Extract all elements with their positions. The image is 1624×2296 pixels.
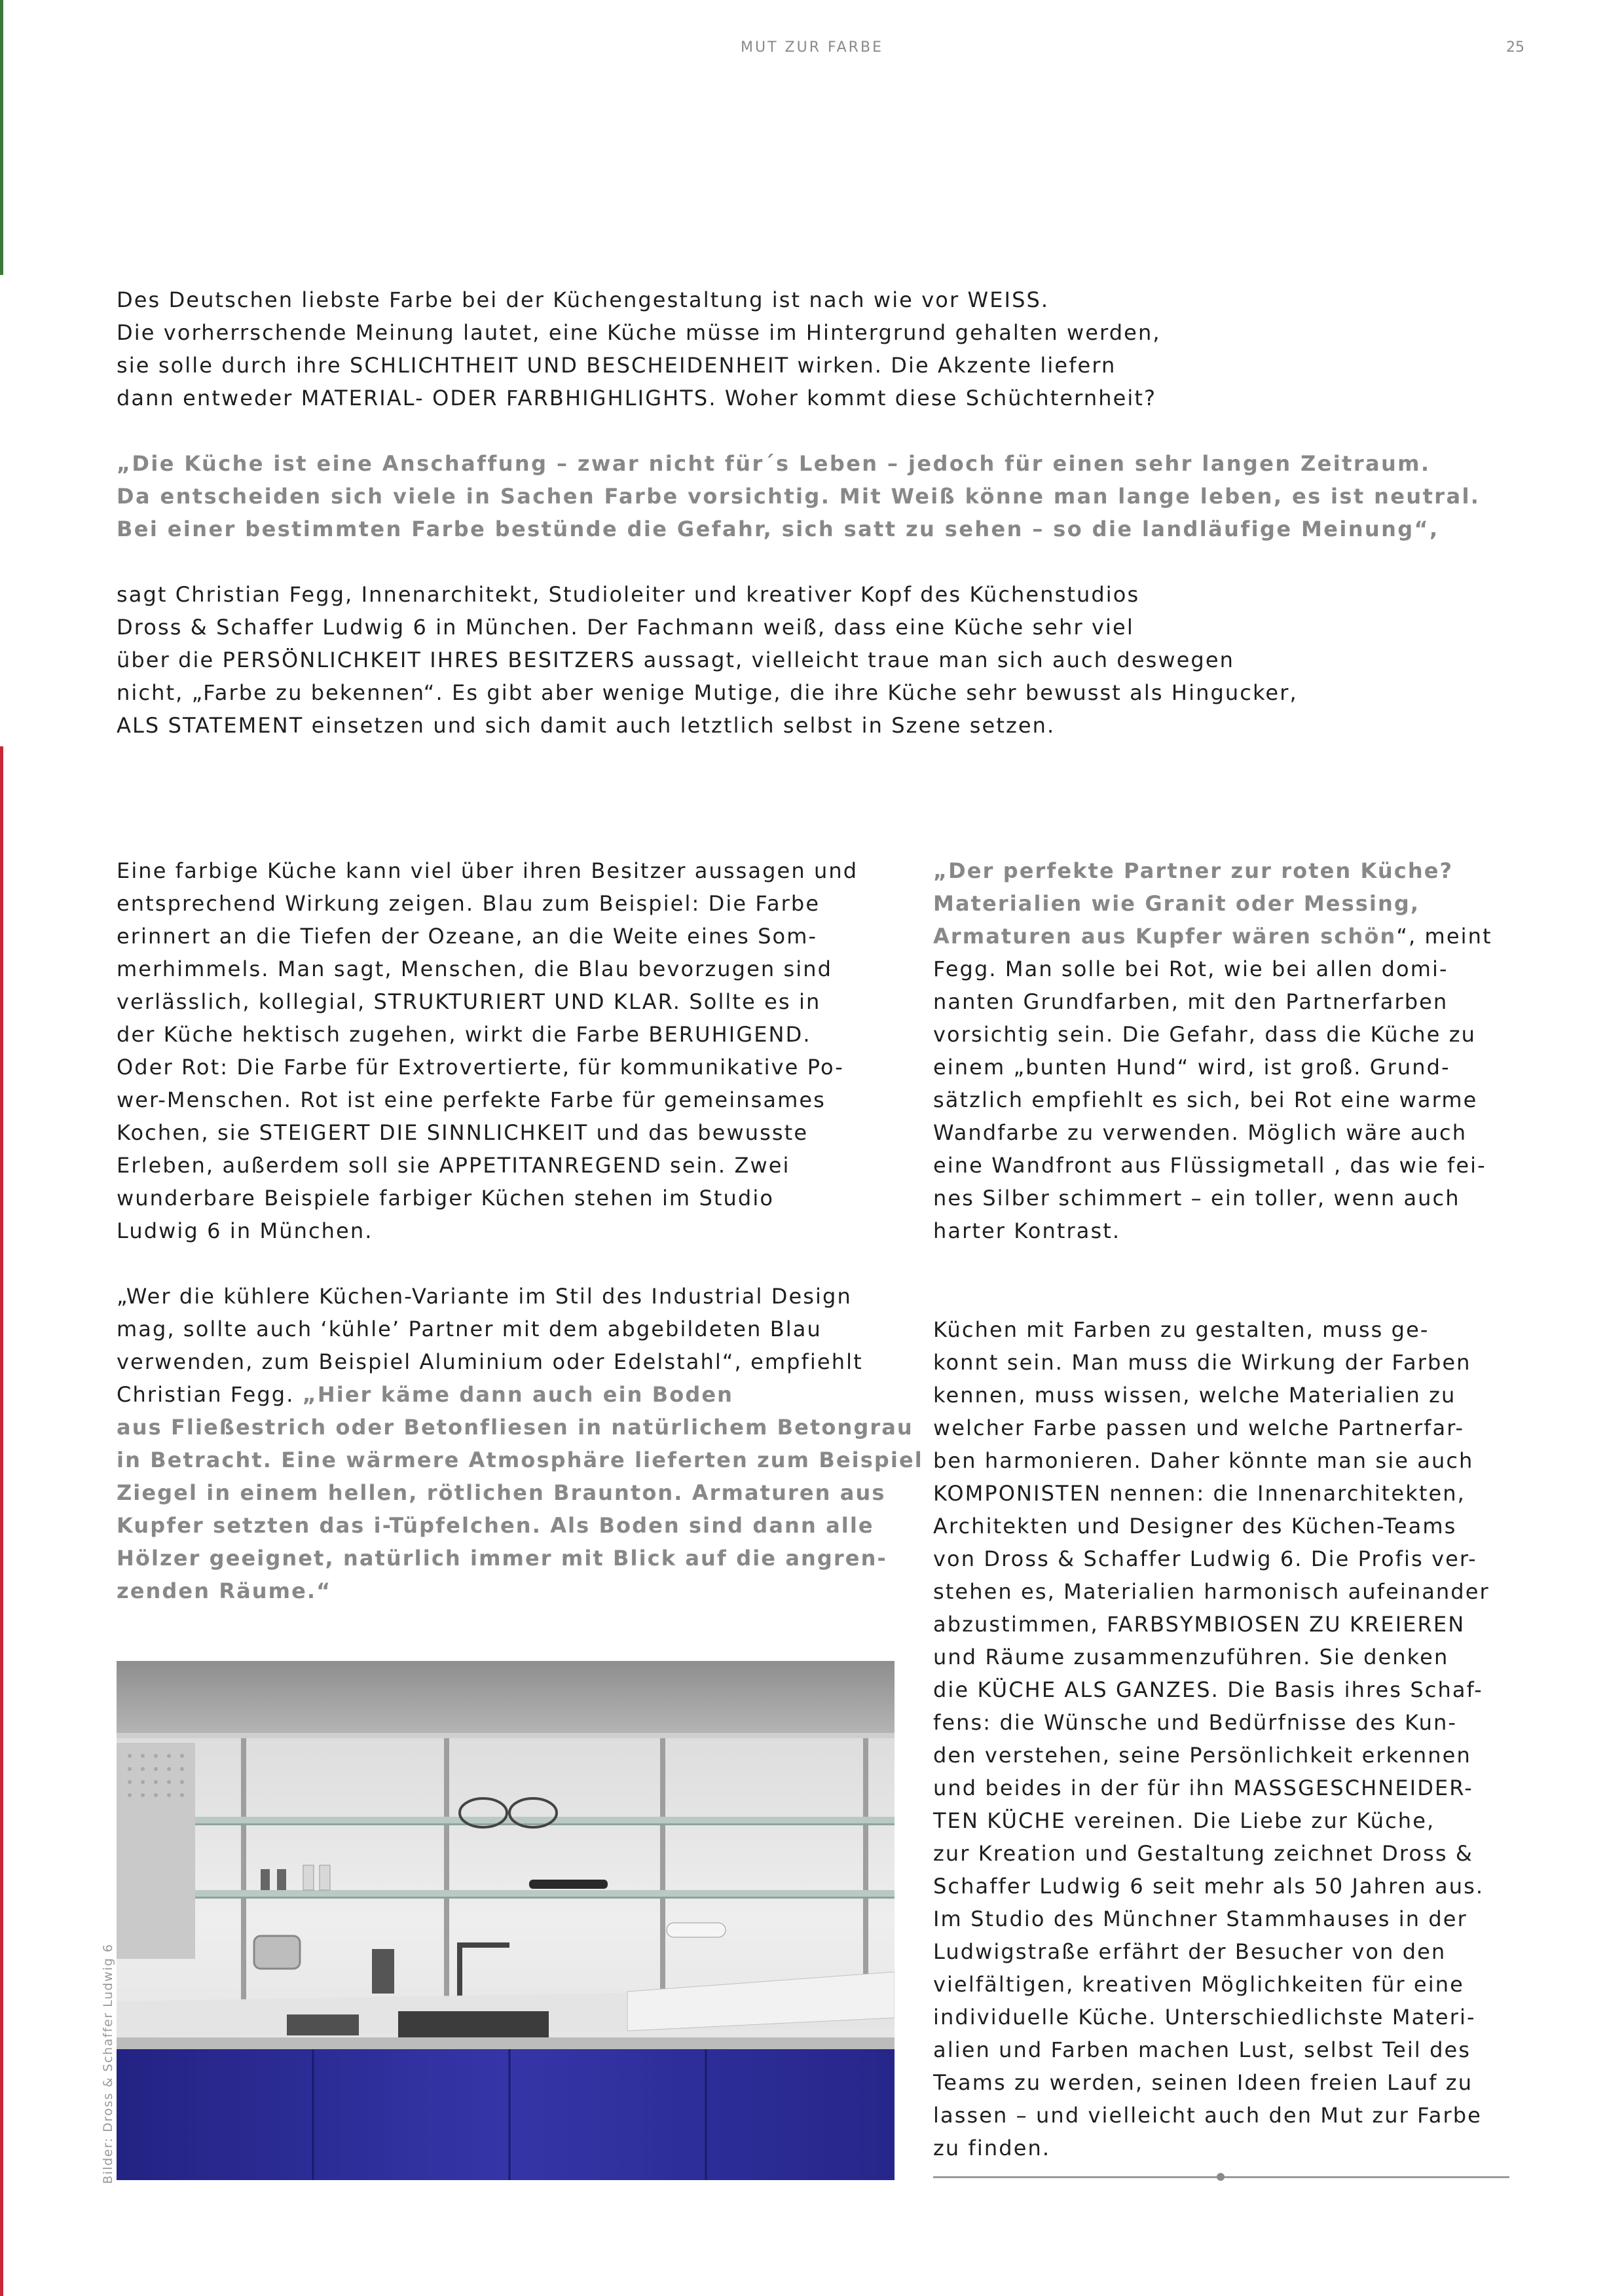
text-line: Wandfarbe zu verwenden. Möglich wäre auch	[933, 1120, 1467, 1145]
text-line: sie solle durch ihre SCHLICHTHEIT UND BESCHEIDENHEIT wirken. Die Akzente liefern	[117, 353, 1116, 378]
quote-text-run: Armaturen aus Kupfer wären schön	[933, 924, 1397, 949]
text-run: “, meint	[1396, 924, 1492, 949]
text-line: vorsichtig sein. Die Gefahr, dass die Küche zu	[933, 1022, 1477, 1047]
text-line: Kochen, sie STEIGERT DIE SINNLICHKEIT und das bewusste	[117, 1120, 809, 1145]
text-line: wunderbare Beispiele farbiger Küchen stehen im Studio	[117, 1186, 775, 1211]
quote-line: Ziegel in einem hellen, rötlichen Braunton. Armaturen aus	[117, 1480, 886, 1505]
text-line: Eine farbige Küche kann viel über ihren Besitzer aussagen und	[117, 858, 858, 883]
text-line: Erleben, außerdem soll sie APPETITANREGEND sein. Zwei	[117, 1153, 790, 1178]
text-line: ALS STATEMENT einsetzen und sich damit auch letztlich selbst in Szene setzen.	[117, 713, 1056, 738]
text-line: dann entweder MATERIAL- ODER FARBHIGHLIGHTS. Woher kommt diese Schüchternheit?	[117, 386, 1157, 410]
running-header: MUT ZUR FARBE	[741, 39, 883, 56]
text-line: und beides in der für ihn MASSGESCHNEIDER-	[933, 1776, 1473, 1800]
right-column-paragraph-2	[933, 1313, 1490, 2164]
text-line: harter Kontrast.	[933, 1218, 1121, 1243]
text-run: Christian Fegg.	[117, 1382, 303, 1407]
intro-paragraph	[117, 283, 1161, 414]
text-line: mag, sollte auch ‘kühle’ Partner mit dem abgebildeten Blau	[117, 1317, 822, 1341]
text-line	[117, 1378, 923, 1411]
quote-line: aus Fließestrich oder Betonfliesen in natürlichem Betongrau	[117, 1415, 913, 1440]
text-line: sätzlich empfiehlt es sich, bei Rot eine warme	[933, 1087, 1478, 1112]
text-line: Teams zu werden, seinen Ideen freien Lauf zu	[933, 2070, 1473, 2095]
text-line	[933, 920, 1492, 953]
text-line: alien und Farben machen Lust, selbst Teil des	[933, 2037, 1471, 2062]
right-column-paragraph-1	[933, 854, 1492, 1247]
quote-line: zenden Räume.“	[117, 1578, 332, 1603]
pull-quote	[117, 447, 1480, 545]
text-line: Da entscheiden sich viele in Sachen Farbe vorsichtig. Mit Weiß könne man lange leben, es ist neutral.	[117, 484, 1481, 509]
text-line: verlässlich, kollegial, STRUKTURIERT UND KLAR. Sollte es in	[117, 989, 821, 1014]
text-line: individuelle Küche. Unterschiedlichste Materi-	[933, 2005, 1476, 2030]
text-line: vielfältigen, kreativen Möglichkeiten für eine	[933, 1972, 1464, 1997]
text-line: kennen, muss wissen, welche Materialien zu	[933, 1383, 1456, 1408]
photo-credit: Bilder: Dross & Schaffer Ludwig 6	[101, 1943, 115, 2184]
text-line: entsprechend Wirkung zeigen. Blau zum Beispiel: Die Farbe	[117, 891, 821, 916]
text-line: „Wer die kühlere Küchen-Variante im Stil des Industrial Design	[117, 1284, 852, 1309]
attribution-paragraph	[117, 578, 1298, 742]
text-line: von Dross & Schaffer Ludwig 6. Die Profis ver-	[933, 1546, 1477, 1571]
text-line: Die vorherrschende Meinung lautet, eine Küche müsse im Hintergrund gehalten werden,	[117, 320, 1161, 345]
text-line: welcher Farbe passen und welche Partnerfar-	[933, 1415, 1465, 1440]
text-line: erinnert an die Tiefen der Ozeane, an die Weite eines Som-	[117, 924, 818, 949]
text-line: nanten Grundfarben, mit den Partnerfarben	[933, 989, 1449, 1014]
text-line: die KÜCHE ALS GANZES. Die Basis ihres Schaf-	[933, 1677, 1483, 1702]
text-line: Bei einer bestimmten Farbe bestünde die Gefahr, sich satt zu sehen – so die landläufige Meinung“,	[117, 517, 1439, 541]
kitchen-photo	[117, 1661, 895, 2180]
text-line: Ludwigstraße erfährt der Besucher von den	[933, 1939, 1447, 1964]
text-line: Schaffer Ludwig 6 seit mehr als 50 Jahren aus.	[933, 1874, 1485, 1899]
text-line: sagt Christian Fegg, Innenarchitekt, Studioleiter und kreativer Kopf des Küchenstudios	[117, 582, 1140, 607]
text-line: TEN KÜCHE vereinen. Die Liebe zur Küche,	[933, 1808, 1435, 1833]
text-line: über die PERSÖNLICHKEIT IHRES BESITZERS aussagt, vielleicht traue man sich auch deswegen	[117, 647, 1235, 672]
article-end-dot	[1217, 2173, 1225, 2181]
text-line: KOMPONISTEN nennen: die Innenarchitekten,	[933, 1481, 1466, 1506]
text-line: den verstehen, seine Persönlichkeit erkennen	[933, 1743, 1471, 1768]
left-column-paragraph-1	[117, 854, 858, 1247]
text-line: wer-Menschen. Rot ist eine perfekte Farbe für gemeinsames	[117, 1087, 826, 1112]
text-line: der Küche hektisch zugehen, wirkt die Farbe BERUHIGEND.	[117, 1022, 811, 1047]
text-line: eine Wandfront aus Flüssigmetall , das wie fei-	[933, 1153, 1486, 1178]
page-edge-mark-green	[0, 0, 3, 275]
text-line: zur Kreation und Gestaltung zeichnet Dross &	[933, 1841, 1473, 1866]
page-number: 25	[1506, 39, 1524, 56]
text-line: verwenden, zum Beispiel Aluminium oder Edelstahl“, empfiehlt	[117, 1349, 863, 1374]
left-column-paragraph-2	[117, 1280, 923, 1607]
text-line: Fegg. Man solle bei Rot, wie bei allen domi-	[933, 957, 1449, 981]
text-line: Oder Rot: Die Farbe für Extrovertierte, für kommunikative Po-	[117, 1055, 844, 1080]
quote-line: in Betracht. Eine wärmere Atmosphäre lieferten zum Beispiel	[117, 1448, 923, 1472]
text-line: nicht, „Farbe zu bekennen“. Es gibt aber wenige Mutige, die ihre Küche sehr bewusst als Hingucker,	[117, 680, 1298, 705]
page-edge-mark-red	[0, 746, 3, 2296]
text-line: ben harmonieren. Daher könnte man sie auch	[933, 1448, 1474, 1473]
text-line: fens: die Wünsche und Bedürfnisse des Kun-	[933, 1710, 1458, 1735]
quote-line: Materialien wie Granit oder Messing,	[933, 891, 1420, 916]
text-line: merhimmels. Man sagt, Menschen, die Blau bevorzugen sind	[117, 957, 833, 981]
text-line: konnt sein. Man muss die Wirkung der Farben	[933, 1350, 1471, 1375]
quote-line: Hölzer geeignet, natürlich immer mit Blick auf die angren-	[117, 1546, 887, 1571]
quote-text-run: „Hier käme dann auch ein Boden	[302, 1382, 734, 1407]
text-line: lassen – und vielleicht auch den Mut zur Farbe	[933, 2103, 1482, 2128]
text-line: abzustimmen, FARBSYMBIOSEN ZU KREIEREN	[933, 1612, 1466, 1637]
quote-line: „Der perfekte Partner zur roten Küche?	[933, 858, 1454, 883]
text-line: Küchen mit Farben zu gestalten, muss ge-	[933, 1317, 1430, 1342]
text-line: einem „bunten Hund“ wird, ist groß. Grund-	[933, 1055, 1450, 1080]
text-line: Im Studio des Münchner Stammhauses in der	[933, 1906, 1467, 1931]
quote-line: Kupfer setzten das i-Tüpfelchen. Als Boden sind dann alle	[117, 1513, 874, 1538]
text-line: Des Deutschen liebste Farbe bei der Küchengestaltung ist nach wie vor WEISS.	[117, 287, 1050, 312]
text-line: „Die Küche ist eine Anschaffung – zwar nicht für´s Leben – jedoch für einen sehr langen Zeitraum.	[117, 451, 1431, 476]
text-line: und Räume zusammenzuführen. Sie denken	[933, 1645, 1449, 1669]
text-line: Ludwig 6 in München.	[117, 1218, 373, 1243]
text-line: Architekten und Designer des Küchen-Teams	[933, 1514, 1457, 1539]
text-line: stehen es, Materialien harmonisch aufeinander	[933, 1579, 1490, 1604]
text-line: Dross & Schaffer Ludwig 6 in München. Der Fachmann weiß, dass eine Küche sehr viel	[117, 615, 1134, 640]
text-line: nes Silber schimmert – ein toller, wenn auch	[933, 1186, 1460, 1211]
text-line: zu finden.	[933, 2136, 1051, 2160]
